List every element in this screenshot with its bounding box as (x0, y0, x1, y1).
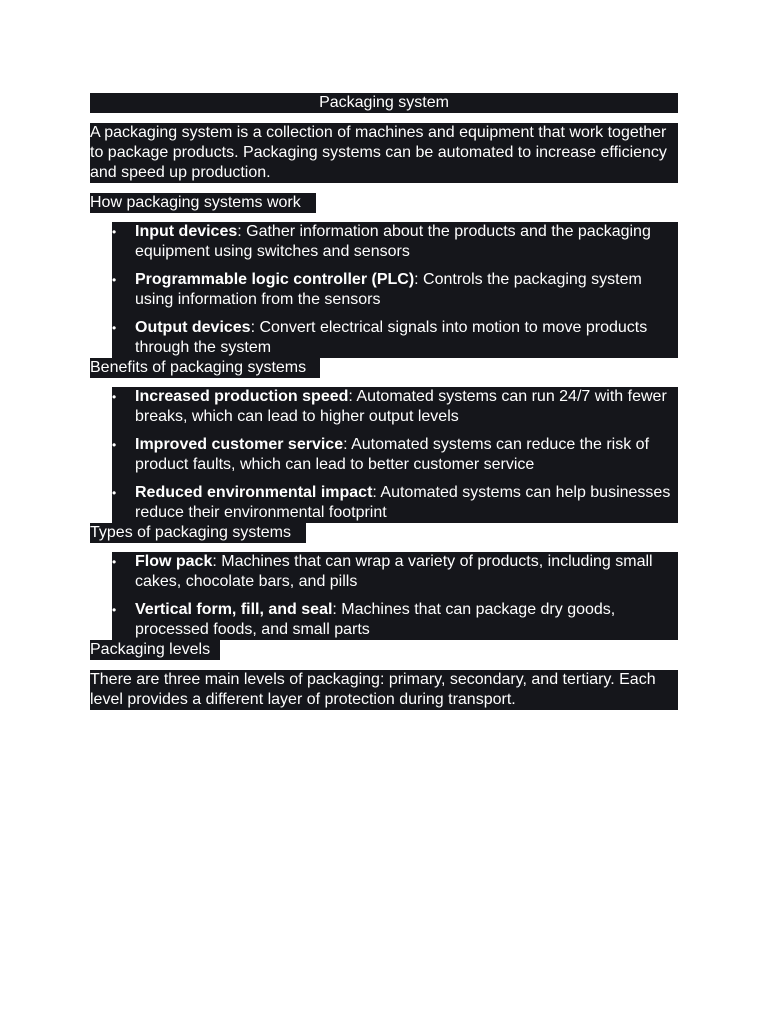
section-levels (90, 640, 678, 710)
item-title: Flow pack (135, 553, 213, 570)
section-heading: Benefits of packaging systems (90, 358, 320, 378)
section-heading: How packaging systems work (90, 193, 316, 213)
bullet-icon: • (112, 603, 117, 617)
section-types (90, 523, 678, 640)
section-how-it-works (90, 193, 678, 358)
item-title: Input devices (135, 223, 238, 240)
list-item (112, 435, 678, 475)
bullet-icon: • (112, 486, 117, 500)
bullet-list (112, 222, 678, 358)
list-item (112, 318, 678, 358)
item-text: : Machines that can package dry goods, processed foods, and small parts (135, 601, 616, 638)
levels-paragraph: There are three main levels of packaging: primary, secondary, and tertiary. Each level provides a different layer of protection during transport. (90, 670, 678, 710)
list-item (112, 387, 678, 427)
item-text: : Controls the packaging system using information from the sensors (135, 271, 642, 308)
section-heading: Packaging levels (90, 640, 220, 660)
bullet-icon: • (112, 555, 117, 569)
item-title: Reduced environmental impact (135, 484, 373, 501)
document-body (90, 93, 678, 710)
item-text: : Automated systems can help businesses reduce their environmental footprint (135, 484, 671, 521)
section-heading: Types of packaging systems (90, 523, 306, 543)
item-title: Output devices (135, 319, 251, 336)
intro-paragraph: A packaging system is a collection of machines and equipment that work together to package products. Packaging systems can be automated to increase efficiency and speed up production. (90, 123, 678, 183)
section-benefits (90, 358, 678, 523)
item-title: Vertical form, fill, and seal (135, 601, 333, 618)
item-text: : Convert electrical signals into motion to move products through the system (135, 319, 648, 356)
list-item (112, 222, 678, 262)
item-text: : Gather information about the products and the packaging equipment using switches and sensors (135, 223, 651, 260)
list-item (112, 552, 678, 592)
item-text: : Automated systems can reduce the risk of product faults, which can lead to better customer service (135, 436, 650, 473)
item-text: : Machines that can wrap a variety of products, including small cakes, chocolate bars, and pills (135, 553, 653, 590)
bullet-icon: • (112, 273, 117, 287)
item-title: Programmable logic controller (PLC) (135, 271, 415, 288)
bullet-icon: • (112, 390, 117, 404)
bullet-icon: • (112, 321, 117, 335)
list-item (112, 483, 678, 523)
bullet-list (112, 552, 678, 640)
item-text: : Automated systems can run 24/7 with fewer breaks, which can lead to higher output levels (135, 388, 667, 425)
bullet-list (112, 387, 678, 523)
item-title: Improved customer service (135, 436, 344, 453)
bullet-icon: • (112, 438, 117, 452)
bullet-icon: • (112, 225, 117, 239)
document-title: Packaging system (90, 93, 678, 113)
list-item (112, 270, 678, 310)
list-item (112, 600, 678, 640)
item-title: Increased production speed (135, 388, 349, 405)
